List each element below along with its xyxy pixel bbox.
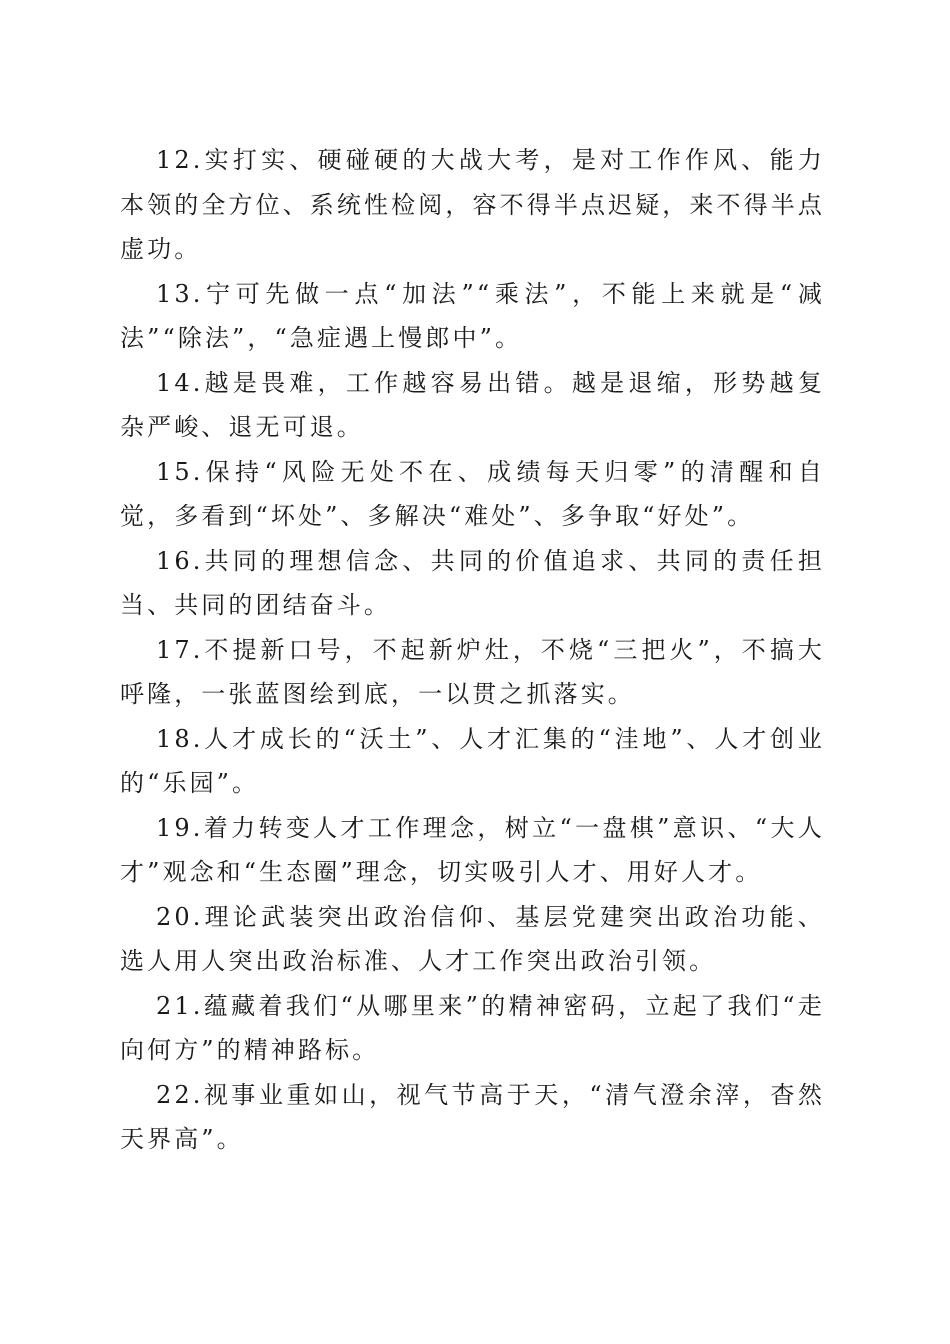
paragraph-17: 17.不提新口号，不起新炉灶，不烧“三把火”，不搞大呼隆，一张蓝图绘到底，一以贯之抓落实。	[120, 635, 825, 708]
paragraph-20: 20.理论武装突出政治信仰、基层党建突出政治功能、选人用人突出政治标准、人才工作突出政治引领。	[120, 902, 825, 975]
paragraph-14: 14.越是畏难，工作越容易出错。越是退缩，形势越复杂严峻、退无可退。	[120, 368, 825, 441]
paragraph-22: 22.视事业重如山，视气节高于天，“清气澄余滓，杳然天界高”。	[120, 1080, 825, 1153]
paragraph-19: 19.着力转变人才工作理念，树立“一盘棋”意识、“大人才”观念和“生态圈”理念，切实吸引人才、用好人才。	[120, 813, 825, 886]
paragraph-15: 15.保持“风险无处不在、成绩每天归零”的清醒和自觉，多看到“坏处”、多解决“难处”、多争取“好处”。	[120, 457, 825, 530]
document-body	[120, 138, 825, 1162]
paragraph-16: 16.共同的理想信念、共同的价值追求、共同的责任担当、共同的团结奋斗。	[120, 546, 825, 619]
paragraph-18: 18.人才成长的“沃土”、人才汇集的“洼地”、人才创业的“乐园”。	[120, 724, 825, 797]
paragraph-12: 12.实打实、硬碰硬的大战大考，是对工作作风、能力本领的全方位、系统性检阅，容不得半点迟疑，来不得半点虚功。	[120, 146, 825, 263]
paragraph-13: 13.宁可先做一点“加法”“乘法”，不能上来就是“减法”“除法”，“急症遇上慢郎中”。	[120, 279, 825, 352]
paragraph-21: 21.蕴藏着我们“从哪里来”的精神密码，立起了我们“走向何方”的精神路标。	[120, 991, 825, 1064]
